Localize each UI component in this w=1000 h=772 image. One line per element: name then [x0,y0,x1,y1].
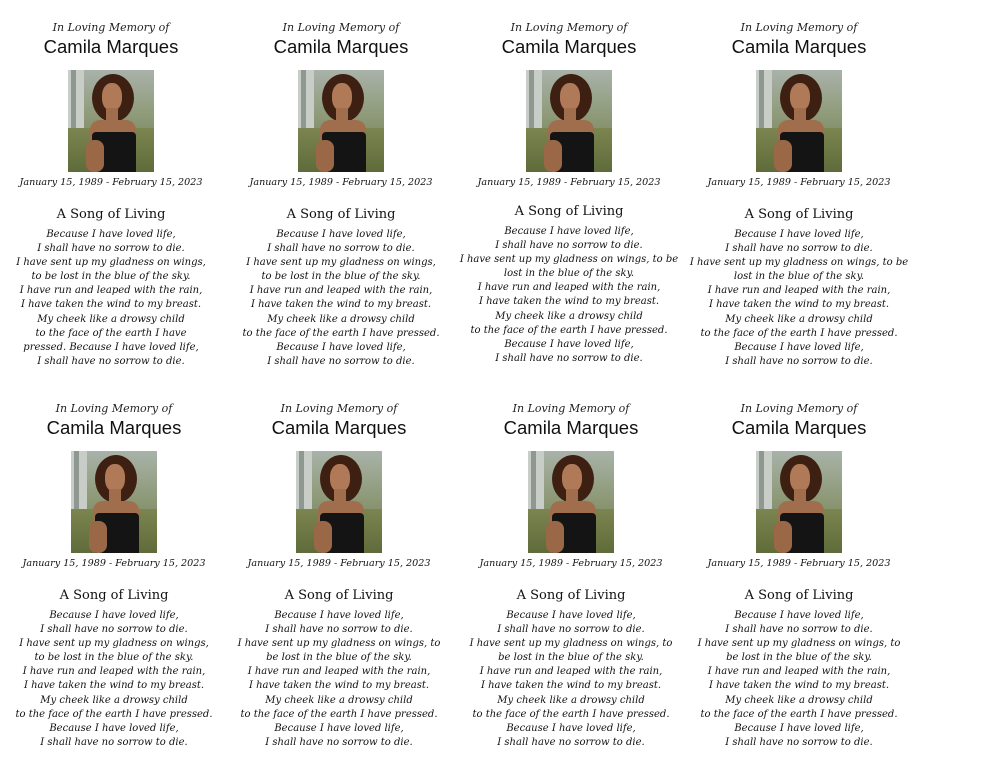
poem-line: Because I have loved life, [734,722,864,734]
poem-line: Because I have loved life, [274,722,404,734]
poem-text [0,228,226,369]
poem-line: Because I have loved life, [504,226,634,237]
portrait-photo [68,70,154,172]
poem-line: I shall have no sorrow to die. [725,736,873,748]
poem-line: to be lost in the blue of the sky. [261,271,421,283]
poem-text [226,228,456,369]
poem-title: A Song of Living [286,207,396,222]
poem-line: I have taken the wind to my breast. [480,680,662,692]
in-loving-memory-label: In Loving Memory of [740,402,858,415]
poem-line: I have run and leaped with the rain, [477,282,661,294]
poem-title: A Song of Living [284,588,394,603]
in-loving-memory-label: In Loving Memory of [55,402,173,415]
poem-text [454,225,684,366]
poem-line: I have taken the wind to my breast. [250,299,432,311]
poem-line: pressed. Because I have loved life, [23,341,199,353]
poem-line: My cheek like a drowsy child [495,310,643,322]
life-dates: January 15, 1989 - February 15, 2023 [477,177,661,188]
portrait-photo [298,70,384,172]
poem-line: I shall have no sorrow to die. [497,624,645,636]
poem-line: Because I have loved life, [46,229,176,240]
poem-line: Because I have loved life, [506,610,636,621]
poem-line: lost in the blue of the sky. [503,268,635,280]
poem-line: I shall have no sorrow to die. [267,243,415,255]
poem-line: be lost in the blue of the sky. [266,652,412,664]
poem-line: I have sent up my gladness on wings, to be [689,257,909,269]
poem-line: Because I have loved life, [49,722,179,734]
poem-line: My cheek like a drowsy child [37,313,185,325]
portrait-photo [528,451,614,553]
poem-line: I have taken the wind to my breast. [708,680,890,692]
life-dates: January 15, 1989 - February 15, 2023 [22,558,206,569]
poem-line: I shall have no sorrow to die. [495,240,643,252]
life-dates: January 15, 1989 - February 15, 2023 [479,558,663,569]
poem-line: I have sent up my gladness on wings, to [697,638,901,650]
memorial-card-6 [224,401,454,750]
poem-line: Because I have loved life, [734,341,864,353]
memorial-card-5 [0,401,229,750]
poem-line: to be lost in the blue of the sky. [31,271,191,283]
poem-line: be lost in the blue of the sky. [498,652,644,664]
poem-line: to the face of the earth I have pressed. [700,327,898,339]
poem-line: I shall have no sorrow to die. [267,355,415,367]
poem-line: I have taken the wind to my breast. [23,680,205,692]
memorial-card-8 [684,401,914,750]
in-loving-memory-label: In Loving Memory of [510,21,628,34]
poem-line: My cheek like a drowsy child [725,694,873,706]
poem-line: I have run and leaped with the rain, [247,666,431,678]
portrait-photo [71,451,157,553]
poem-line: I shall have no sorrow to die. [725,243,873,255]
life-dates: January 15, 1989 - February 15, 2023 [707,558,891,569]
poem-line: Because I have loved life, [274,610,404,621]
poem-line: to the face of the earth I have pressed. [470,324,668,336]
poem-line: Because I have loved life, [506,722,636,734]
portrait-photo [756,451,842,553]
deceased-name: Camila Marques [503,417,639,438]
memorial-card-3 [454,20,684,366]
poem-line: to the face of the earth I have pressed. [15,708,213,720]
poem-title: A Song of Living [59,588,169,603]
life-dates: January 15, 1989 - February 15, 2023 [249,177,433,188]
life-dates: January 15, 1989 - February 15, 2023 [707,177,891,188]
poem-line: Because I have loved life, [276,229,406,240]
poem-line: I have run and leaped with the rain, [707,666,891,678]
poem-line: I shall have no sorrow to die. [265,624,413,636]
memorial-card-4 [684,20,914,369]
in-loving-memory-label: In Loving Memory of [282,21,400,34]
poem-line: I shall have no sorrow to die. [40,624,188,636]
poem-line: lost in the blue of the sky. [733,271,865,283]
poem-line: to the face of the earth I have [35,327,187,339]
poem-line: I shall have no sorrow to die. [37,355,185,367]
poem-line: My cheek like a drowsy child [725,313,873,325]
poem-line: I have sent up my gladness on wings, [19,638,209,650]
poem-line: I have run and leaped with the rain, [19,285,203,297]
poem-title: A Song of Living [744,588,854,603]
deceased-name: Camila Marques [273,36,409,57]
poem-line: I have sent up my gladness on wings, [246,257,436,269]
poem-title: A Song of Living [56,207,166,222]
poem-line: to the face of the earth I have pressed. [472,708,670,720]
poem-line: I have sent up my gladness on wings, to be [459,254,679,266]
poem-line: to the face of the earth I have pressed. [242,327,440,339]
poem-line: Because I have loved life, [734,610,864,621]
poem-line: I shall have no sorrow to die. [495,352,643,364]
poem-line: My cheek like a drowsy child [267,313,415,325]
poem-line: I have sent up my gladness on wings, to [237,638,441,650]
poem-title: A Song of Living [744,207,854,222]
poem-line: Because I have loved life, [504,338,634,350]
poem-line: I have taken the wind to my breast. [708,299,890,311]
deceased-name: Camila Marques [731,36,867,57]
in-loving-memory-label: In Loving Memory of [52,21,170,34]
poem-line: I shall have no sorrow to die. [265,736,413,748]
poem-text [684,228,914,369]
life-dates: January 15, 1989 - February 15, 2023 [19,177,203,188]
poem-line: to be lost in the blue of the sky. [34,652,194,664]
life-dates: January 15, 1989 - February 15, 2023 [247,558,431,569]
poem-text [224,609,454,750]
poem-line: My cheek like a drowsy child [40,694,188,706]
poem-line: I have sent up my gladness on wings, to [469,638,673,650]
poem-line: My cheek like a drowsy child [497,694,645,706]
poem-line: My cheek like a drowsy child [265,694,413,706]
poem-text [456,609,686,750]
poem-title: A Song of Living [514,204,624,219]
poem-line: I shall have no sorrow to die. [40,736,188,748]
portrait-photo [296,451,382,553]
poem-line: to the face of the earth I have pressed. [700,708,898,720]
poem-line: I shall have no sorrow to die. [497,736,645,748]
poem-line: I have run and leaped with the rain, [22,666,206,678]
portrait-photo [526,70,612,172]
memorial-card-7 [456,401,686,750]
deceased-name: Camila Marques [43,36,179,57]
poem-line: Because I have loved life, [734,229,864,240]
in-loving-memory-label: In Loving Memory of [280,402,398,415]
memorial-card-2 [226,20,456,369]
poem-line: I shall have no sorrow to die. [725,355,873,367]
poem-line: I have sent up my gladness on wings, [16,257,206,269]
deceased-name: Camila Marques [271,417,407,438]
poem-line: I shall have no sorrow to die. [725,624,873,636]
deceased-name: Camila Marques [731,417,867,438]
poem-line: Because I have loved life, [276,341,406,353]
poem-text [684,609,914,750]
poem-line: be lost in the blue of the sky. [726,652,872,664]
in-loving-memory-label: In Loving Memory of [740,21,858,34]
poem-line: to the face of the earth I have pressed. [240,708,438,720]
poem-line: Because I have loved life, [49,610,179,621]
portrait-photo [756,70,842,172]
poem-title: A Song of Living [516,588,626,603]
poem-line: I have taken the wind to my breast. [478,296,660,308]
in-loving-memory-label: In Loving Memory of [512,402,630,415]
poem-text [0,609,229,750]
poem-line: I have run and leaped with the rain, [479,666,663,678]
poem-line: I have run and leaped with the rain, [707,285,891,297]
deceased-name: Camila Marques [501,36,637,57]
poem-line: I have run and leaped with the rain, [249,285,433,297]
poem-line: I have taken the wind to my breast. [20,299,202,311]
deceased-name: Camila Marques [46,417,182,438]
memorial-card-1 [0,20,226,369]
poem-line: I shall have no sorrow to die. [37,243,185,255]
poem-line: I have taken the wind to my breast. [248,680,430,692]
